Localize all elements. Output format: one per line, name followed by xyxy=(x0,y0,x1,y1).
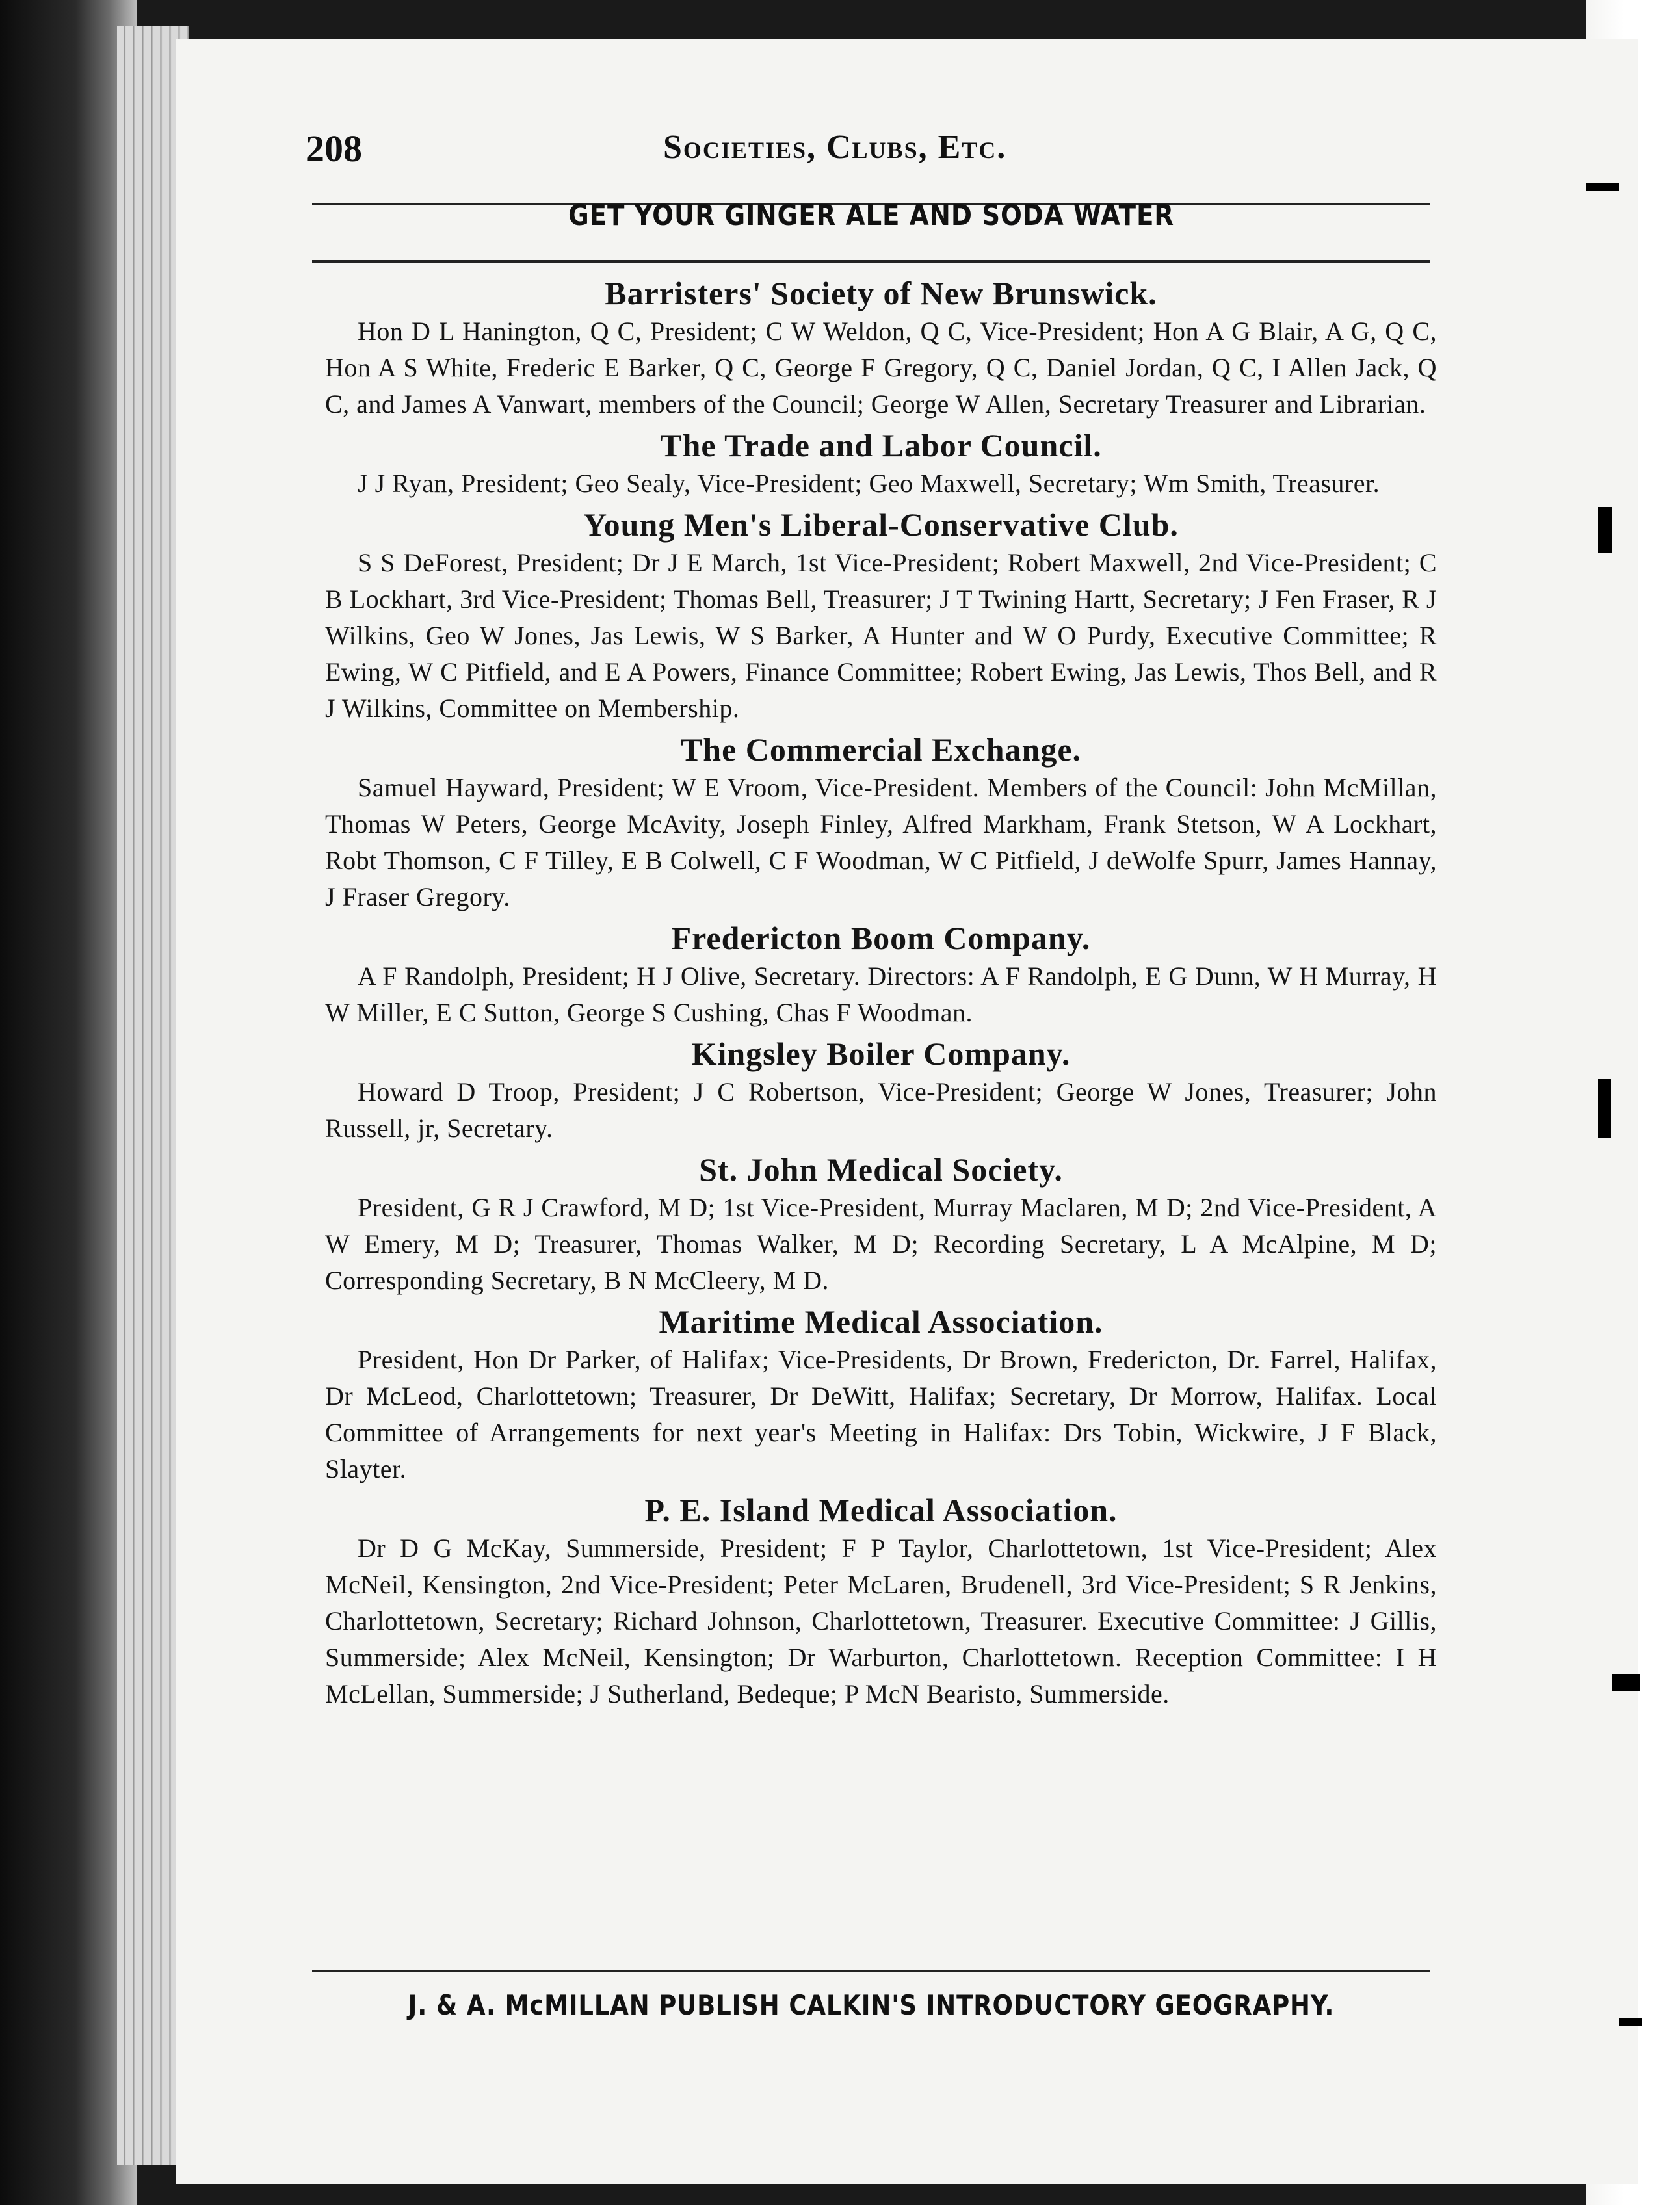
society-entry xyxy=(325,504,1437,727)
section-title: Societies, Clubs, Etc. xyxy=(663,129,1007,166)
footer-rule xyxy=(312,1970,1430,1972)
society-name: Barristers' Society of New Brunswick. xyxy=(605,275,1157,311)
scan-mark xyxy=(1598,507,1612,553)
scan-mark xyxy=(1612,1674,1640,1691)
society-officers: President, G R J Crawford, M D; 1st Vice-President, Murray Maclaren, M D; 2nd Vice-President, A W Emery, M D; Treasurer, Thomas Walker, M D; Recording Secretary, L A McAlpine, M D; Corresponding Secretary, B N McCleery, M D. xyxy=(325,1193,1437,1295)
book-edge-shadow xyxy=(0,0,137,2205)
society-entry xyxy=(325,273,1437,423)
society-name: Young Men's Liberal-Conservative Club. xyxy=(583,506,1179,543)
society-name: St. John Medical Society. xyxy=(699,1151,1063,1188)
society-officers: Samuel Hayward, President; W E Vroom, Vice-President. Members of the Council: John McMillan, Thomas W Peters, George McAvity, Joseph Finley, Alfred Markham, Frank Stetson, W A Lockhart, Robt Thomson, C F Tilley, E B Colwell, C F Woodman, W C Pitfield, J deWolfe Spurr, James Hannay, J Fraser Gregory. xyxy=(325,773,1437,911)
society-officers: Hon D L Hanington, Q C, President; C W Weldon, Q C, Vice-President; Hon A G Blair, A G, Q C, Hon A S White, Frederic E Barker, Q C, George F Gregory, Q C, Daniel Jordan, Q C, I Allen Jack, Q C, and James A Vanwart, members of the Council; George W Allen, Secretary Treasurer and Librarian. xyxy=(325,317,1437,419)
society-officers: Dr D G McKay, Summerside, President; F P Taylor, Charlottetown, 1st Vice-President; Alex McNeil, Kensington, 2nd Vice-President; Peter McLaren, Brudenell, 3rd Vice-President; S R Jenkins, Charlottetown, Secretary; Richard Johnson, Charlottetown, Treasurer. Executive Committee: J Gillis, Summerside; Alex McNeil, Kensington; Dr Warburton, Charlottetown. Reception Committee: I H McLellan, Summerside; J Sutherland, Bedeque; P McN Bearisto, Summerside. xyxy=(325,1533,1437,1708)
society-officers: S S DeForest, President; Dr J E March, 1st Vice-President; Robert Maxwell, 2nd Vice-President; C B Lockhart, 3rd Vice-President; Thomas Bell, Treasurer; J T Twining Hartt, Secretary; J Fen Fraser, R J Wilkins, Geo W Jones, Jas Lewis, W S Barker, A Hunter and W O Purdy, Executive Committee; R Ewing, W C Pitfield, and E A Powers, Finance Committee; Robert Ewing, Jas Lewis, Thos Bell, and R J Wilkins, Committee on Membership. xyxy=(325,548,1437,723)
society-officers: A F Randolph, President; H J Olive, Secretary. Directors: A F Randolph, E G Dunn, W H Murray, H W Miller, E C Sutton, George S Cushing, Chas F Woodman. xyxy=(325,961,1437,1027)
top-advert: GET YOUR GINGER ALE AND SODA WATER xyxy=(568,199,1175,232)
society-name: Maritime Medical Association. xyxy=(659,1303,1103,1340)
society-entry xyxy=(325,1034,1437,1147)
society-entry xyxy=(325,1301,1437,1487)
society-officers: Howard D Troop, President; J C Robertson, Vice-President; George W Jones, Treasurer; John Russell, jr, Secretary. xyxy=(325,1077,1437,1143)
society-entry xyxy=(325,425,1437,502)
society-entry xyxy=(325,1149,1437,1299)
society-name: P. E. Island Medical Association. xyxy=(644,1492,1118,1528)
society-officers: J J Ryan, President; Geo Sealy, Vice-President; Geo Maxwell, Secretary; Wm Smith, Treasurer. xyxy=(358,469,1380,498)
running-head xyxy=(306,127,1437,179)
scan-mark xyxy=(1586,183,1619,191)
scan-mark xyxy=(1619,2018,1642,2026)
header-rule-lower xyxy=(312,260,1430,263)
society-entry xyxy=(325,729,1437,915)
page-number: 208 xyxy=(306,127,362,170)
society-entry xyxy=(325,1490,1437,1712)
society-entry xyxy=(325,918,1437,1031)
society-name: Kingsley Boiler Company. xyxy=(691,1036,1071,1072)
society-name: The Commercial Exchange. xyxy=(680,731,1082,768)
society-officers: President, Hon Dr Parker, of Halifax; Vice-Presidents, Dr Brown, Fredericton, Dr. Farrel, Halifax, Dr McLeod, Charlottetown; Treasurer, Dr DeWitt, Halifax; Secretary, Dr Morrow, Halifax. Local Committee of Arrangements for next year's Meeting in Halifax: Drs Tobin, Wickwire, J F Black, Slayter. xyxy=(325,1345,1437,1483)
scan-mark xyxy=(1598,1079,1611,1138)
society-name: The Trade and Labor Council. xyxy=(660,427,1102,463)
society-name: Fredericton Boom Company. xyxy=(671,920,1091,956)
bottom-advert: J. & A. McMILLAN PUBLISH CALKIN'S INTRODUCTORY GEOGRAPHY. xyxy=(408,1989,1335,2021)
societies-list xyxy=(325,273,1437,1715)
